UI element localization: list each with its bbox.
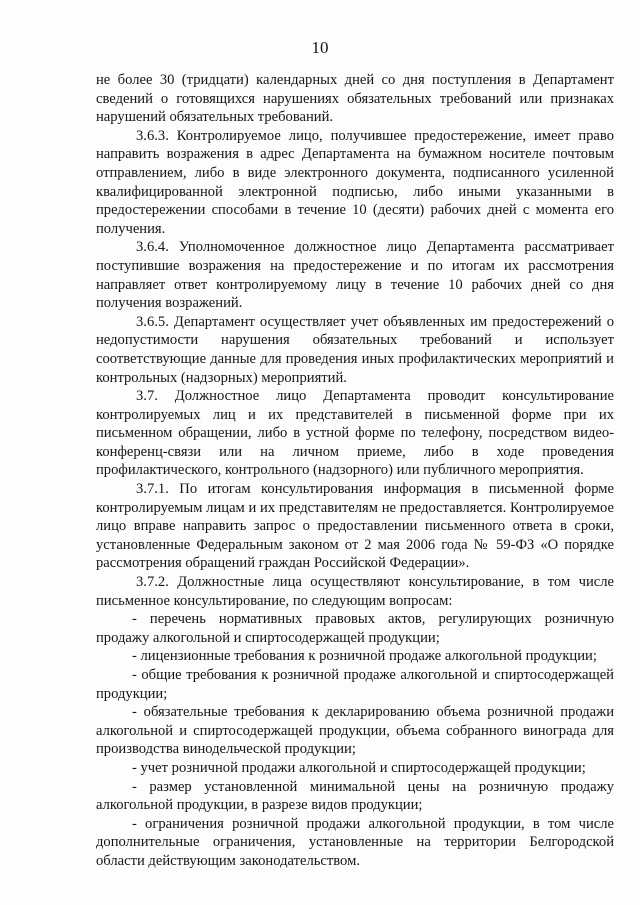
page-number: 10 [311, 38, 329, 57]
paragraph-3-7-2: 3.7.2. Должностные лица осуществляют консультирование, в том числе письменное консультирование, по следующим вопросам: [96, 574, 614, 609]
list-item: - учет розничной продажи алкогольной и спиртосодержащей продукции; [132, 759, 586, 776]
list-item: - ограничения розничной продажи алкогольной продукции, в том числе дополнительные ограничения, установленные на территории Белгородской области действующим законодательством. [96, 815, 614, 869]
list-item: - обязательные требования к декларированию объема розничной продажи алкогольной и спиртосодержащей продукции, объема собранного винограда для производства винодельческой продукции; [96, 704, 614, 758]
paragraph-3-6-5: 3.6.5. Департамент осуществляет учет объявленных им предостережений о недопустимости нарушения обязательных требований и использует соответствующие данные для проведения иных профилактических мероприятий и контрольных (надзорных) мероприятий. [96, 313, 614, 386]
list-item: - размер установленной минимальной цены на розничную продажу алкогольной продукции, в разрезе видов продукции; [96, 778, 614, 814]
paragraph-3-6-4: 3.6.4. Уполномоченное должностное лицо Департамента рассматривает поступившие возражения на предостережение и по итогам их рассмотрения направляет ответ контролируемому лицу в течение 10 рабочих дней со дня получения возражений. [96, 239, 614, 312]
list-item: - общие требования к розничной продаже алкогольной и спиртосодержащей продукции; [96, 667, 614, 702]
paragraph-3-7-1: 3.7.1. По итогам консультирования информация в письменной форме контролируемым лицам и их представителям не предоставляется. Контролируемое лицо вправе направить запрос о предоставлении письменного ответа в сроки, установленные Федеральным законом от 2 мая 2006 года № 59-ФЗ «О порядке рассмотрения обращений граждан Российской Федерации». [96, 481, 614, 572]
list-item: - лицензионные требования к розничной продаже алкогольной продукции; [132, 648, 597, 665]
paragraph-continuation: не более 30 (тридцати) календарных дней со дня поступления в Департамент сведений о готовящихся нарушениях обязательных требований или признаках нарушений обязательных требований. [96, 72, 614, 126]
paragraph-3-6-3: 3.6.3. Контролируемое лицо, получившее предостережение, имеет право направить возражения в адрес Департамента на бумажном носителе почтовым отправлением, либо в виде электронного документа, подписанного усиленной квалифицированной электронной подписью, либо иными указанными в предостережении способами в течение 10 (десяти) рабочих дней с момента его получения. [96, 127, 614, 237]
paragraph-3-7: 3.7. Должностное лицо Департамента проводит консультирование контролируемых лиц и их представителей в письменной форме при их письменном обращении, либо в устной форме по телефону, посредством видео-конференц-связи или на личном приеме, либо в ходе проведения профилактического, контрольного (надзорного) или публичного мероприятия. [96, 388, 614, 479]
list-item: - перечень нормативных правовых актов, регулирующих розничную продажу алкогольной и спиртосодержащей продукции; [96, 611, 614, 646]
document-body [96, 71, 614, 871]
